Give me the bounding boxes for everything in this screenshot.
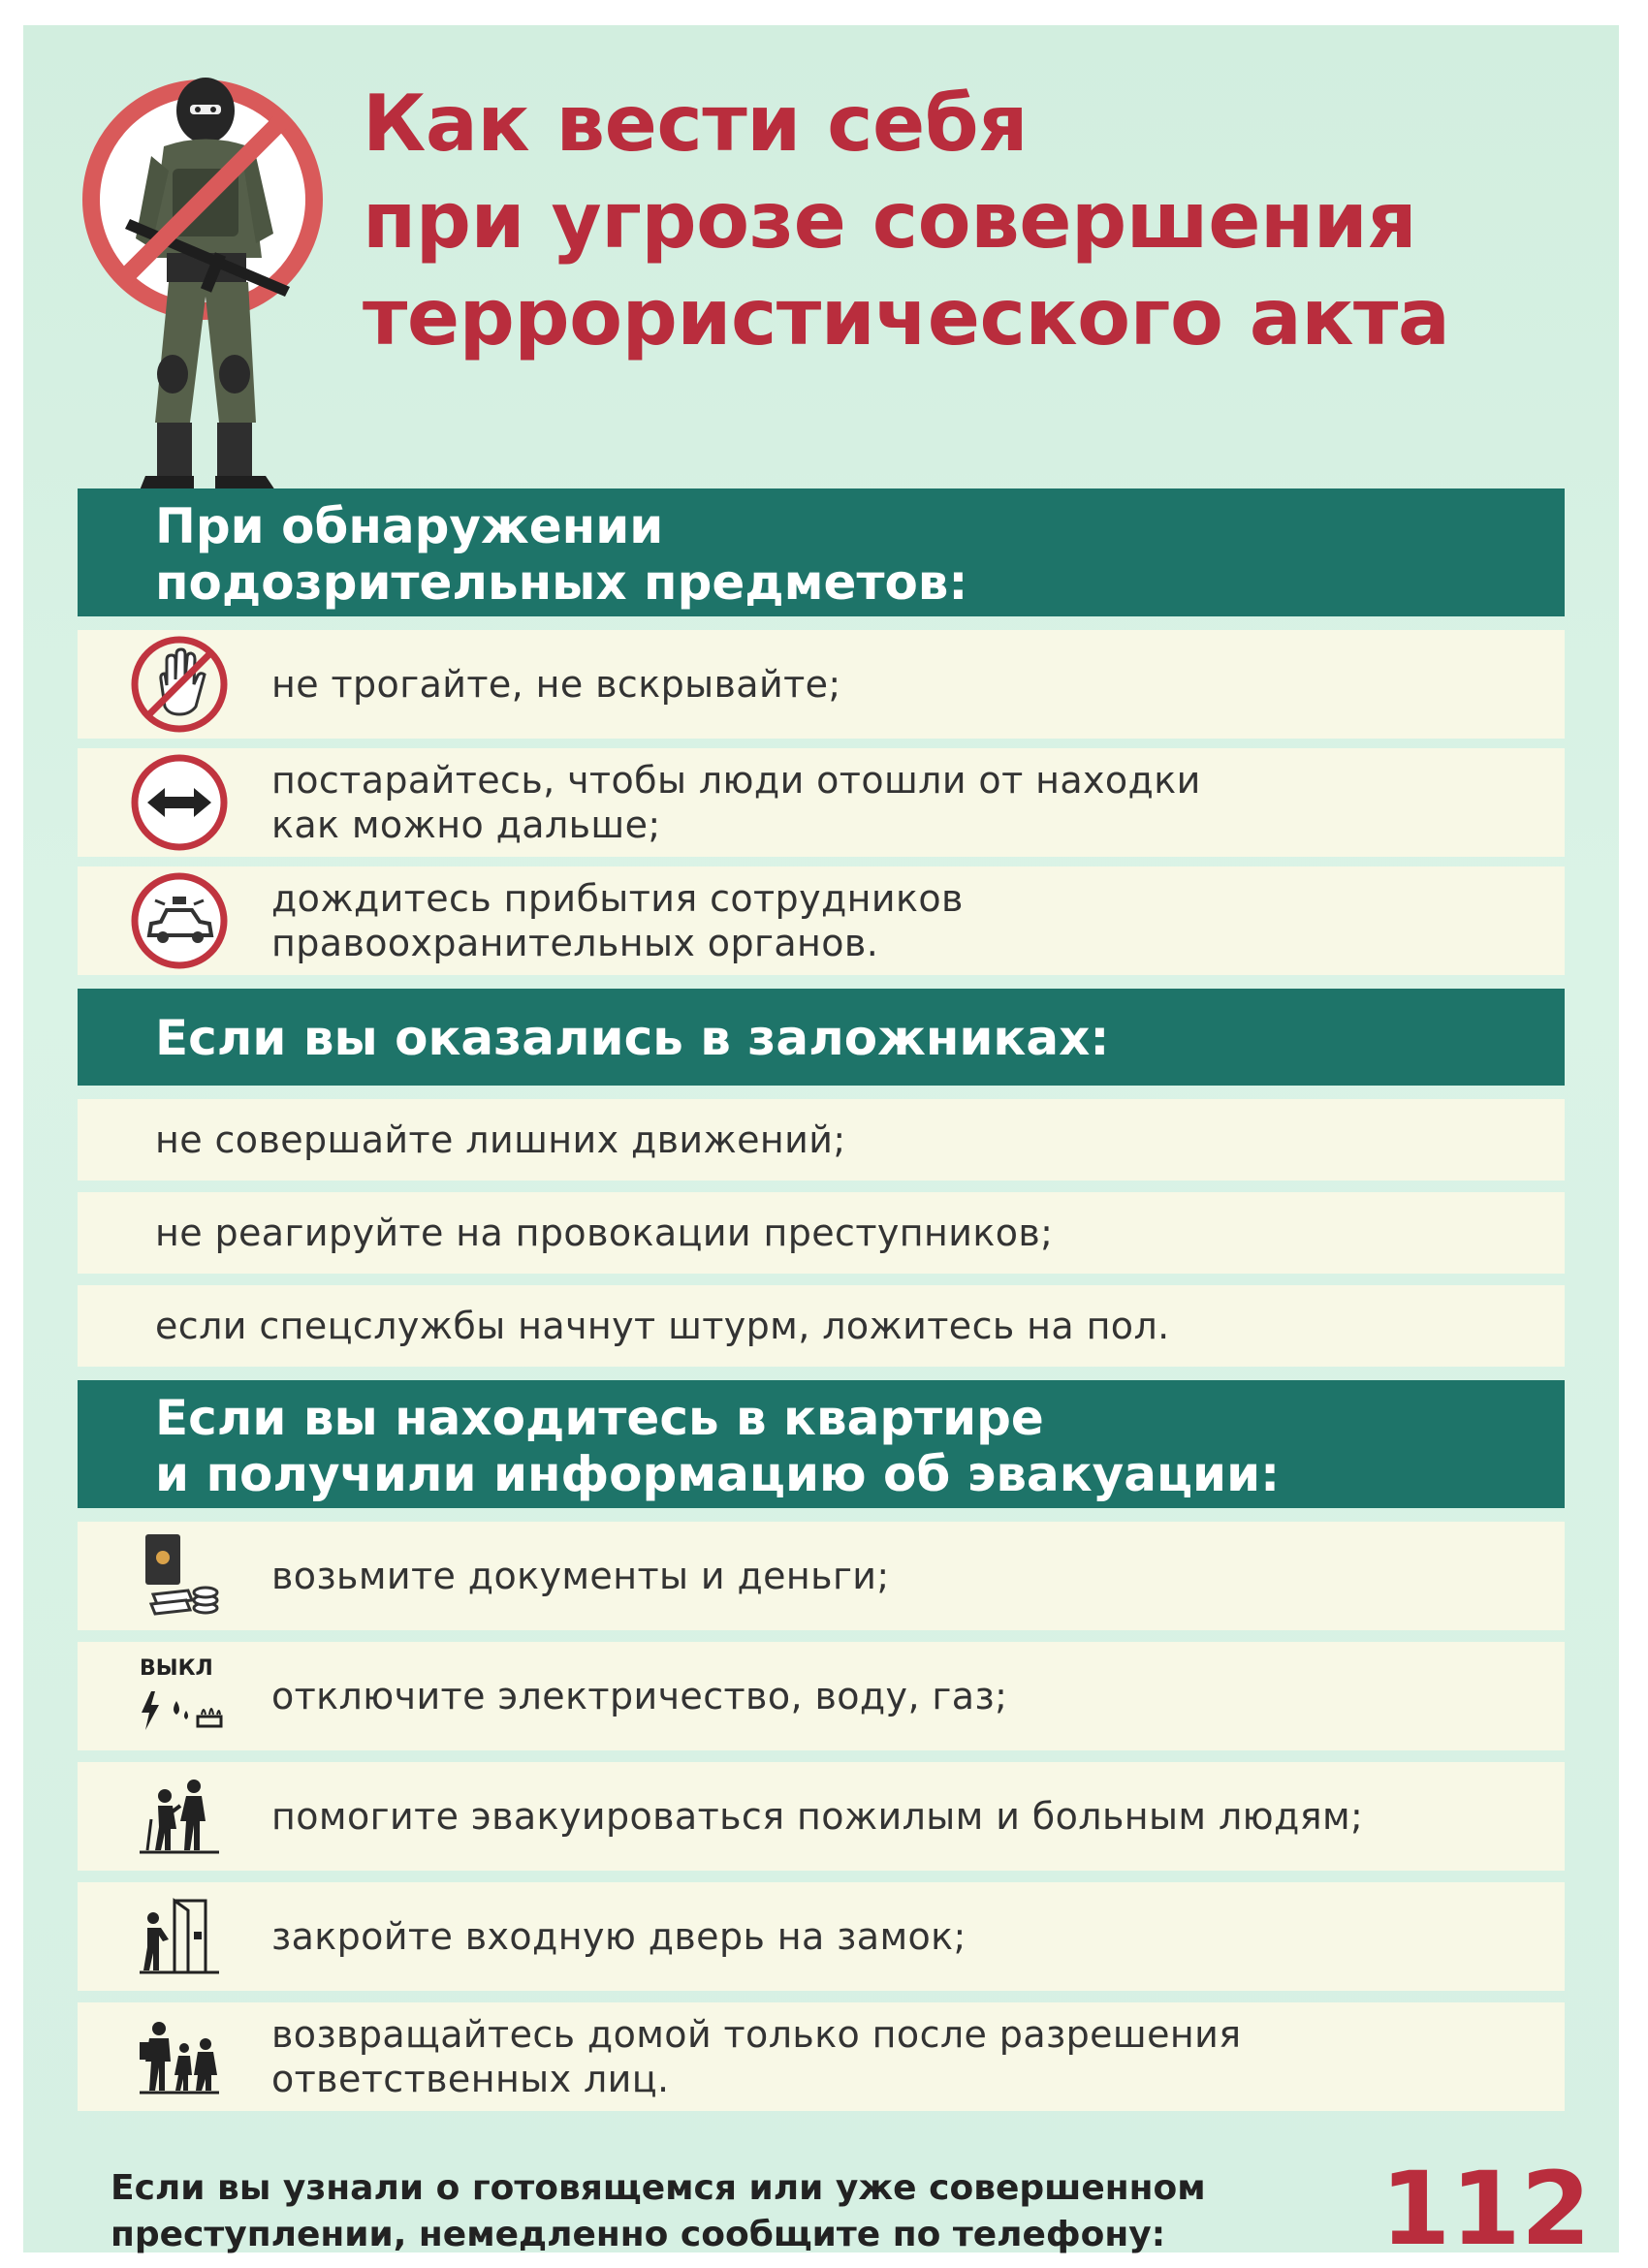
- section-heading-line: Если вы оказались в заложниках:: [155, 1010, 1110, 1066]
- section-heading-line: подозрительных предметов:: [155, 554, 968, 611]
- section-heading-line: и получили информацию об эвакуации:: [155, 1446, 1281, 1502]
- item-text: как можно дальше;: [271, 803, 661, 846]
- title-line: Как вести себя: [363, 79, 1029, 169]
- list-item: [78, 866, 1565, 975]
- title-line: террористического акта: [363, 272, 1450, 362]
- list-item: [78, 748, 1565, 857]
- item-text: не совершайте лишних движений;: [155, 1118, 846, 1161]
- list-item: [78, 1192, 1565, 1274]
- list-item: [78, 1285, 1565, 1367]
- list-item: [78, 1882, 1565, 1991]
- item-text: отключите электричество, воду, газ;: [271, 1675, 1008, 1717]
- item-text: не трогайте, не вскрывайте;: [271, 663, 841, 706]
- section-heading-line: Если вы находитесь в квартире: [155, 1390, 1044, 1446]
- emergency-notice: [111, 2165, 1206, 2258]
- no-terrorist-icon: [72, 54, 353, 510]
- lock-door-icon: [126, 1883, 233, 1990]
- list-item: [78, 1522, 1565, 1630]
- item-text: дождитесь прибытия сотрудников: [271, 877, 964, 920]
- list-item: [78, 630, 1565, 739]
- page-title: [363, 76, 1603, 366]
- notice-line: Если вы узнали о готовящемся или уже совершенном: [111, 2168, 1206, 2208]
- list-item: [78, 1642, 1565, 1750]
- double-arrow-icon: [126, 749, 233, 856]
- item-text: правоохранительных органов.: [271, 922, 879, 964]
- list-item: [78, 1099, 1565, 1181]
- police-car-icon: [126, 867, 233, 974]
- item-text: помогите эвакуироваться пожилым и больным людям;: [271, 1795, 1364, 1838]
- list-item: [78, 2002, 1565, 2111]
- item-text: не реагируйте на провокации преступников;: [155, 1212, 1054, 1254]
- notice-line: преступлении, немедленно сообщите по телефону:: [111, 2215, 1166, 2254]
- switch-off-label: ВЫКЛ: [140, 1656, 213, 1681]
- help-elderly-icon: [126, 1763, 233, 1870]
- emergency-phone-number: 112: [1380, 2150, 1592, 2268]
- item-text: постарайтесь, чтобы люди отошли от находки: [271, 759, 1201, 802]
- section-heading-line: При обнаружении: [155, 498, 664, 554]
- section-heading-suspicious-objects: [78, 488, 1565, 616]
- return-home-icon: [126, 2003, 233, 2110]
- list-item: [78, 1762, 1565, 1871]
- item-text: закройте входную дверь на замок;: [271, 1915, 967, 1958]
- title-line: при угрозе совершения: [363, 175, 1417, 266]
- utilities-off-icon: [126, 1643, 233, 1749]
- section-heading-evacuation: [78, 1380, 1565, 1508]
- item-text: возвращайтесь домой только после разрешения: [271, 2013, 1242, 2056]
- no-touch-hand-icon: [126, 631, 233, 738]
- section-heading-hostage: [78, 989, 1565, 1086]
- item-text: если спецслужбы начнут штурм, ложитесь на пол.: [155, 1305, 1170, 1347]
- poster: [23, 25, 1619, 2268]
- documents-money-icon: [126, 1523, 233, 1629]
- item-text: ответственных лиц.: [271, 2058, 670, 2100]
- item-text: возьмите документы и деньги;: [271, 1555, 890, 1597]
